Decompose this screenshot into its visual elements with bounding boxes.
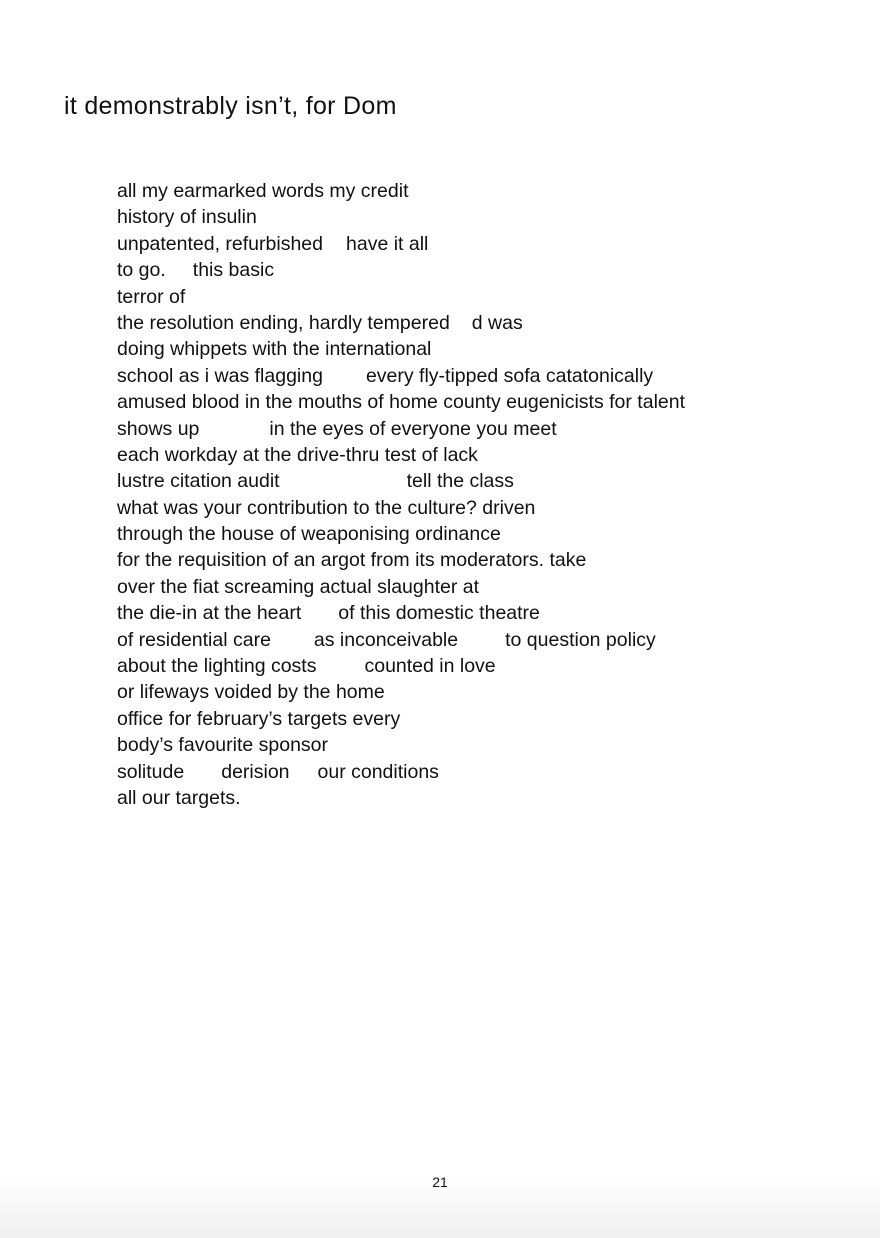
poem-line-text: history of insulin [117,206,257,229]
poem-title: it demonstrably isn’t, for Dom [64,92,397,120]
poem-line [117,416,685,442]
poem-line [117,389,685,415]
poem-line-text: of this domestic theatre [338,602,540,625]
poem-line [117,547,685,573]
poem-line-text: counted in love [364,655,496,678]
poem-line-text: the die-in at the heart [117,602,302,625]
poem-line-text: solitude [117,760,185,783]
poem-line [117,363,685,389]
poem-line-text: for the requisition of an argot from its moderators. take [117,549,587,572]
poem-line-text: over the fiat screaming actual slaughter at [117,575,480,598]
poem-line [117,679,685,705]
poem-line-text: unpatented, refurbished [117,232,323,255]
poem-line [117,653,685,679]
poem-line-text: doing whippets with the international [117,338,432,361]
poem-line [117,759,685,785]
page-number: 21 [432,1174,448,1190]
poem-line-text: of residential care [117,628,271,651]
poem-line [117,785,685,811]
poem-line [117,336,685,362]
poem-line-text: as inconceivable [313,628,459,651]
poem-line [117,204,685,230]
poem-line-text: or lifeways voided by the home [117,681,385,704]
poem-line [117,310,685,336]
poem-line-text: each workday at the drive-thru test of lack [117,443,478,466]
poem-line [117,284,685,310]
poem-line [117,600,685,626]
poem-line-text: the resolution ending, hardly tempered [117,311,450,334]
poem-line-text: to question policy [505,628,656,651]
poem-line-text: lustre citation audit [117,470,280,493]
poem-line-text: through the house of weaponising ordinance [117,523,501,546]
poem-line-text: in the eyes of everyone you meet [269,417,557,440]
poem-line [117,468,685,494]
poem-line [117,495,685,521]
poem-line-text: office for february’s targets every [117,707,401,730]
poem-line [117,442,685,468]
poem-line-text: what was your contribution to the culture? driven [117,496,536,519]
poem-line-text: derision [221,760,290,783]
poem-line [117,521,685,547]
poem-line-text: about the lighting costs [117,655,317,678]
poem-line [117,178,685,204]
poem-line-text: to go. [117,259,166,282]
poem-line-text: this basic [192,259,275,282]
poem-line-text: our conditions [317,760,439,783]
poem-body [117,178,685,811]
poem-line-text: terror of [117,285,186,308]
poem-line [117,627,685,653]
poem-line [117,574,685,600]
poem-line-text: have it all [346,232,429,255]
poem-line [117,706,685,732]
poem-line-text: body’s favourite sponsor [117,734,329,757]
poem-line-text: every fly-tipped sofa catatonically [365,364,654,387]
poem-line-text: tell the class [406,470,514,493]
poem-line-text: all our targets. [117,786,241,809]
poem-line [117,732,685,758]
poem-line [117,257,685,283]
poem-line [117,231,685,257]
poem-line-text: school as i was flagging [117,364,323,387]
poem-line-text: all my earmarked words my credit [117,180,409,202]
poem-line-text: amused blood in the mouths of home county eugenicists for talent [117,391,686,414]
poem-line-text: d was [471,311,523,334]
poem-line-text: shows up [117,417,200,440]
